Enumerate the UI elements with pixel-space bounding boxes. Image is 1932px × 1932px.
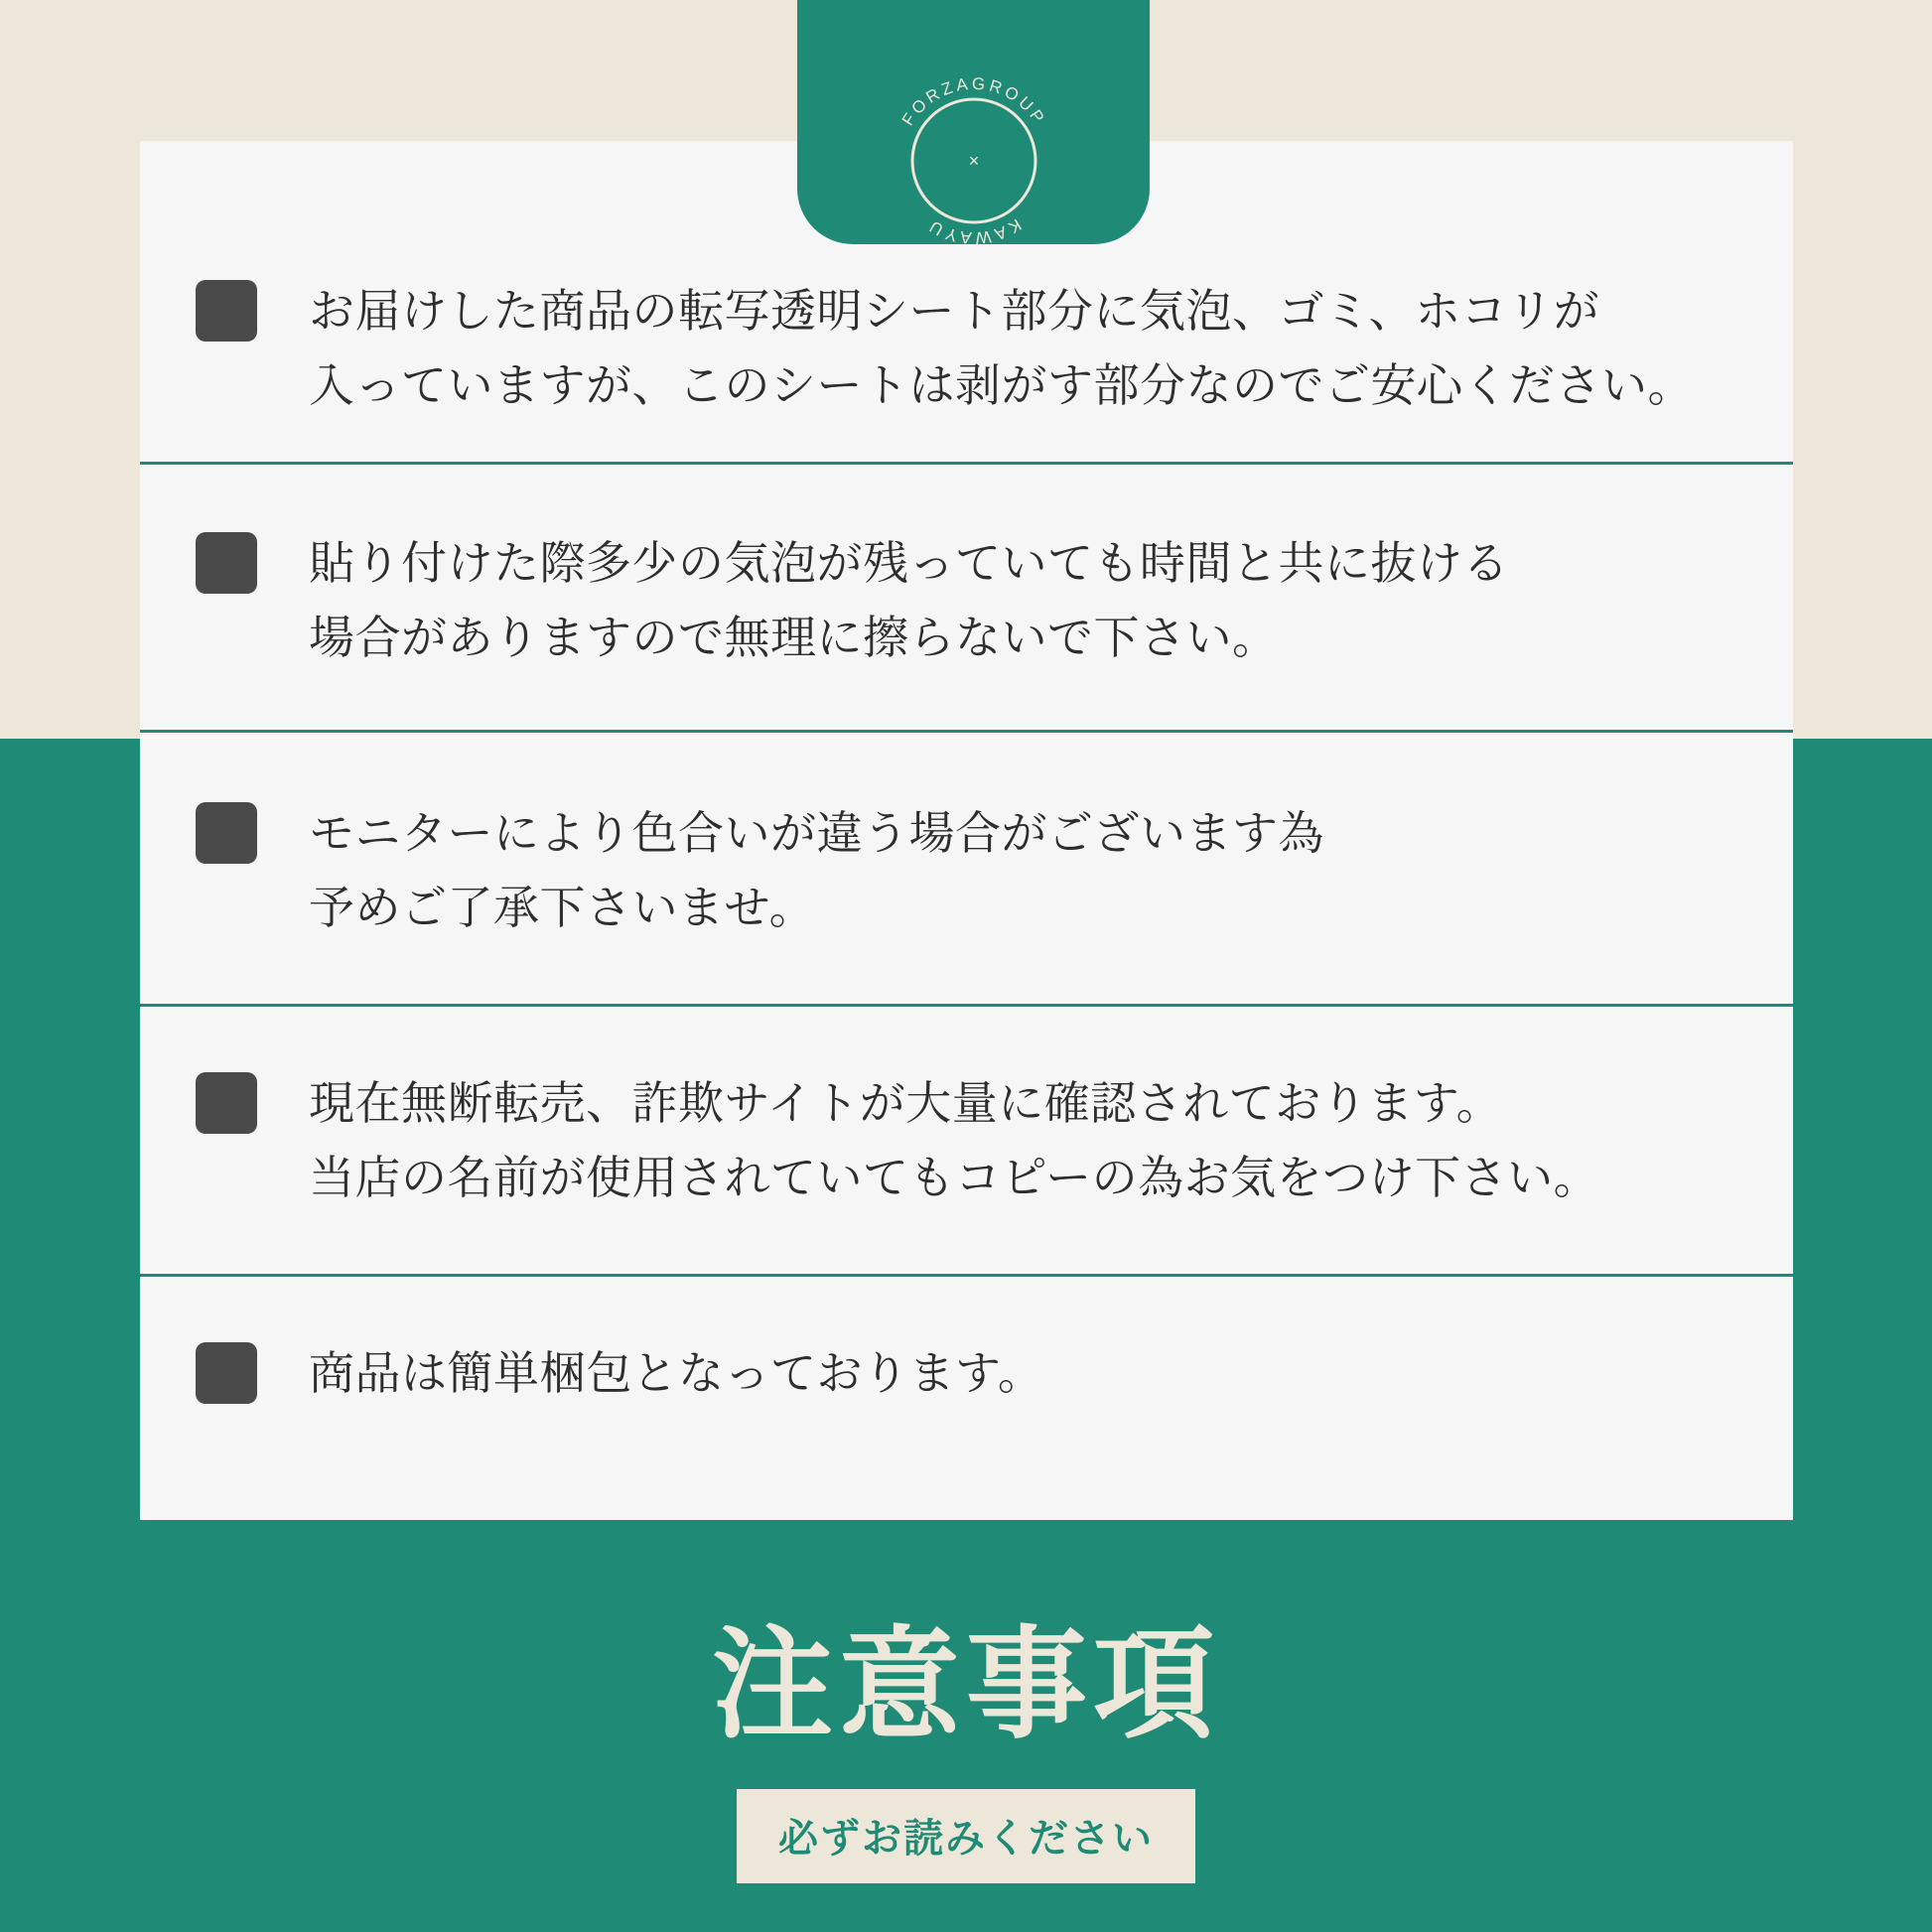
svg-text:KAWAYU: KAWAYU bbox=[922, 214, 1025, 248]
notice-item bbox=[140, 1004, 1793, 1274]
bullet-square-icon bbox=[196, 280, 257, 342]
page-title: 注意事項 bbox=[712, 1617, 1220, 1752]
notice-line: 当店の名前が使用されていてもコピーの為お気をつけ下さい。 bbox=[309, 1151, 1600, 1203]
bullet-square-icon bbox=[196, 802, 257, 864]
footer-section bbox=[0, 1618, 1932, 1883]
svg-text:FORZAGROUP: FORZAGROUP bbox=[897, 73, 1049, 129]
notice-line: 商品は簡単梱包となっております。 bbox=[309, 1347, 1044, 1400]
notice-line: 場合がありますので無理に擦らないで下さい。 bbox=[309, 611, 1279, 663]
notice-item-text bbox=[309, 1334, 1043, 1411]
notice-item bbox=[140, 730, 1793, 1004]
notice-item-text bbox=[309, 794, 1324, 944]
notice-line: 入っていますが、このシートは剥がす部分なのでご安心ください。 bbox=[309, 358, 1694, 411]
bullet-square-icon bbox=[196, 1342, 257, 1404]
notice-item bbox=[140, 462, 1793, 730]
notice-line: 現在無断転売、詐欺サイトが大量に確認されております。 bbox=[309, 1077, 1503, 1130]
svg-text:×: × bbox=[968, 151, 979, 171]
notice-item-text bbox=[309, 524, 1509, 674]
notice-item bbox=[140, 1274, 1793, 1520]
notice-line: 予めご了承下さいませ。 bbox=[309, 881, 816, 933]
notice-line: 貼り付けた際多少の気泡が残っていても時間と共に抜ける bbox=[309, 537, 1509, 590]
brand-logo-icon bbox=[877, 64, 1071, 258]
brand-logo-badge bbox=[797, 0, 1150, 248]
bullet-square-icon bbox=[196, 532, 257, 594]
notice-card bbox=[140, 141, 1793, 1520]
bullet-square-icon bbox=[196, 1072, 257, 1134]
notice-line: お届けした商品の転写透明シート部分に気泡、ゴミ、ホコリが bbox=[309, 285, 1600, 337]
notice-item-text bbox=[309, 272, 1694, 422]
notice-item-text bbox=[309, 1064, 1599, 1214]
read-notice-badge: 必ずお読みください bbox=[737, 1789, 1195, 1883]
notice-line: モニターにより色合いが違う場合がございます為 bbox=[309, 807, 1324, 860]
